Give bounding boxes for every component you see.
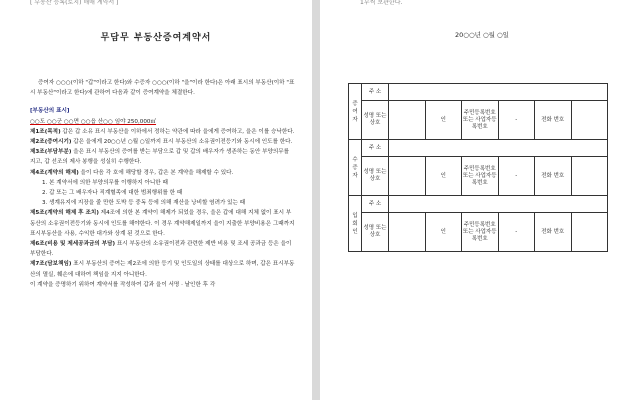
parties-table (348, 83, 608, 252)
article (30, 280, 295, 290)
name-label: 성명 또는 상호 (362, 101, 389, 140)
article-text: 을이 다음 각 호에 해당할 경우, 갑은 본 계약을 해제할 수 있다. (78, 169, 234, 176)
address-label: 주 소 (362, 196, 389, 213)
party-role (349, 84, 362, 140)
article-text: 제4조에 의한 본 계약이 해제가 되었을 경우, 을은 갑에 대해 지체 없이 표시 부동산의 소유권이전등기와 동시에 인도를 해야한다. 이 경우 계약해제일까지 을이 지출한 부양비용은 그때까지 표시부동산을 사용, 수익한 대가와 상계 된 것으로 한다. (30, 210, 295, 237)
party-role-label: 수증자 (352, 156, 358, 179)
article (30, 137, 295, 147)
article-text: 을은 표시 부동산의 증여를 받는 부담으로 갑 및 갑의 배우자가 생존하는 동안 부양의무를 지고, 갑 선조의 제사 봉행을 성실히 수행한다. (30, 149, 290, 166)
article-heading: 제1조(목적) (30, 128, 61, 135)
article (30, 208, 295, 239)
name-label: 성명 또는 상호 (362, 157, 389, 196)
article-heading: 제7조(담보책임) (30, 261, 72, 268)
articles (30, 127, 295, 178)
address-label: 주 소 (362, 84, 389, 101)
article-heading: 제3조(부담부분) (30, 149, 72, 156)
party-role (349, 196, 362, 252)
registration-value: - (498, 157, 535, 196)
article-text: 이 계약을 증명하기 위하여 계약서를 작성하여 갑과 을이 서명 · 날인한 후 각 (30, 281, 216, 288)
article-text: 표시 부동산의 증여는 제2조에 의한 등기 및 인도일의 상태를 대상으로 하며, 갑은 표시부동산의 멸실, 훼손에 대하여 책임을 지지 아니한다. (30, 261, 295, 278)
address-value[interactable] (389, 84, 608, 101)
address-value[interactable] (389, 140, 608, 157)
list-item: 1. 본 계약서에 의한 부양의무를 이행하지 아니한 때 (42, 179, 168, 186)
article (30, 127, 295, 137)
contract-body (30, 78, 295, 290)
party-role-label: 증여자 (352, 100, 358, 123)
article-text: 표시 부동산의 소유권이전과 관련한 제반 비용 및 조세 공과금 등은 을이 부담한다. (30, 241, 292, 258)
intro-paragraph: 증여자 ○○○(이하 "갑"이라고 한다)와 수증자 ○○○(이하 "을"이라 한다)은 아래 표시의 부동산(이하 "표시 부동산"이라고 한다)에 관하여 다음과 같이 증여계약을 체결한다. (30, 80, 295, 97)
registration-value: - (498, 101, 535, 140)
article-heading: 제6조(비용 및 제세공과금의 부담) (30, 241, 116, 248)
property-line: ○○도 ○○군 ○○면 ○○읍 산○○ 임야 250,000㎡ (30, 118, 157, 125)
party-role (349, 140, 362, 196)
address-label: 주 소 (362, 140, 389, 157)
seal-mark: 인 (425, 101, 462, 140)
registration-value: - (498, 213, 535, 252)
list-item: 3. 생계유지에 지장을 줄 만한 도박 등 중독 등에 의해 재산을 낭비할 염려가 있는 때 (42, 200, 246, 207)
left-page (0, 0, 312, 400)
registration-label: 주민등록번호 또는 사업자등록번호 (462, 213, 499, 252)
article-heading: 제5조(계약의 해제 후 조치) (30, 210, 99, 217)
seal-mark: 인 (425, 213, 462, 252)
document-title: 무담무 부동산증여계약서 (100, 33, 212, 43)
article (30, 168, 295, 178)
phone-label: 전화 번호 (535, 213, 572, 252)
phone-value[interactable] (571, 213, 608, 252)
name-value[interactable] (389, 157, 426, 196)
phone-label: 전화 번호 (535, 157, 572, 196)
article-text: 갑은 갑 소유 표시 부동산을 이하에서 정하는 약관에 따라 을에게 증여하고, 을은 이를 승낙한다. (60, 128, 295, 135)
list-item: 2. 갑 또는 그 배우자나 직계혈족에 대한 범죄행위를 한 때 (42, 190, 183, 197)
page-header-cut-right: 1부씩 보관한다. (360, 0, 403, 6)
phone-value[interactable] (571, 101, 608, 140)
party-role-label: 입회인 (352, 212, 358, 235)
address-value[interactable] (389, 196, 608, 213)
article-text: 갑은 을에게 20○○년 ○월 ○일까지 표시 부동산의 소유권이전등기와 동시에 인도를 한다. (71, 139, 293, 146)
registration-label: 주민등록번호 또는 사업자등록번호 (462, 101, 499, 140)
phone-label: 전화 번호 (535, 101, 572, 140)
name-value[interactable] (389, 101, 426, 140)
article (30, 147, 295, 167)
name-value[interactable] (389, 213, 426, 252)
phone-value[interactable] (571, 157, 608, 196)
termination-list (30, 178, 295, 209)
article-heading: 제2조(증여시기) (30, 139, 72, 146)
article (30, 259, 295, 279)
article (30, 239, 295, 259)
registration-label: 주민등록번호 또는 사업자등록번호 (462, 157, 499, 196)
contract-date: 20○○년 ○월 ○일 (455, 31, 509, 39)
seal-mark: 인 (425, 157, 462, 196)
name-label: 성명 또는 상호 (362, 213, 389, 252)
article-heading: 제4조(계약의 해제) (30, 169, 79, 176)
property-heading: [부동산의 표시] (30, 108, 70, 115)
page-header-cut: [ 부동산 등록(토지) 매매 계약서 ] (30, 0, 119, 6)
articles-continued (30, 208, 295, 290)
